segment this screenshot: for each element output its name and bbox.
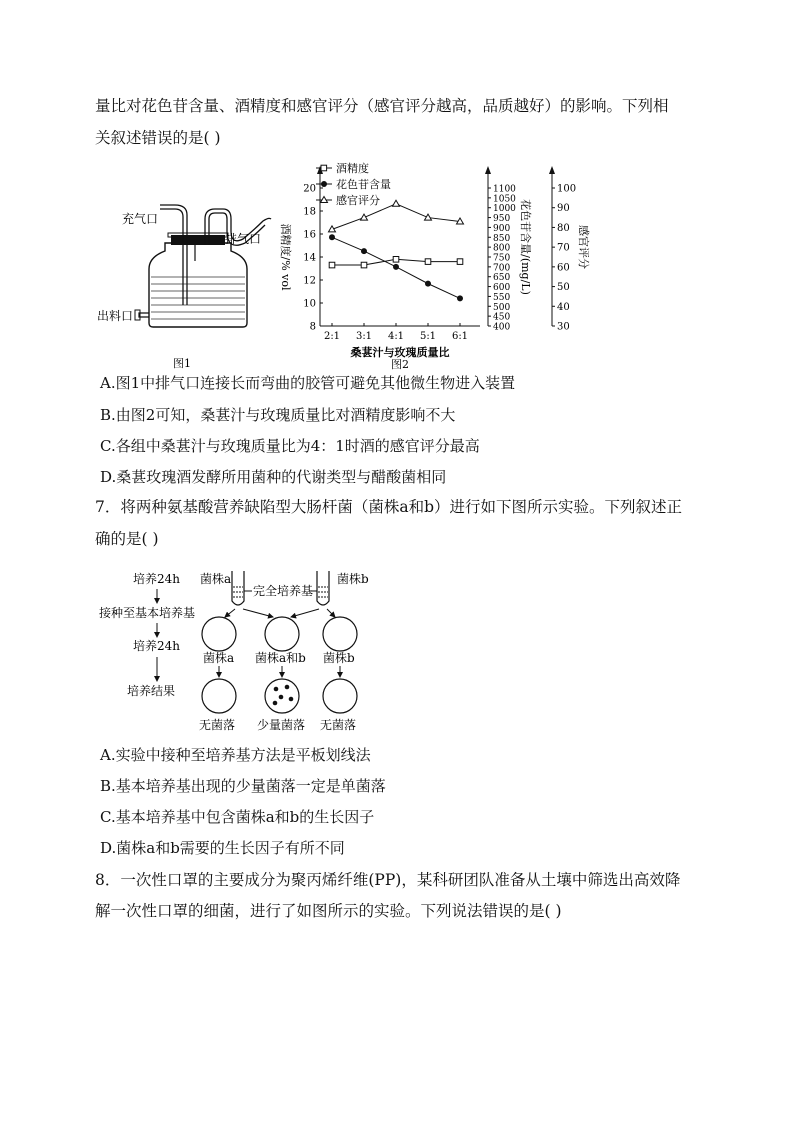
- point-alcohol: [329, 262, 335, 268]
- y-tick-label-right-1: 650: [493, 273, 511, 284]
- q6-option-d: D.桑葚玫瑰酒发酵所用菌种的代谢类型与醋酸菌相同: [100, 468, 447, 486]
- x-tick-label: 5:1: [419, 331, 437, 342]
- q6-option-c: C.各组中桑葚汁与玫瑰质量比为4：1时酒的感官评分最高: [100, 437, 480, 455]
- plate-a-label: 菌株a: [203, 651, 235, 665]
- q7-experiment-diagram: [95, 565, 415, 740]
- q6-option-a: A.图1中排气口连接长而弯曲的胶管可避免其他微生物进入装置: [100, 374, 516, 392]
- strain-a-label: 菌株a: [200, 572, 232, 586]
- point-alcohol: [425, 259, 431, 265]
- label-outlet: 排气口: [225, 232, 262, 246]
- medium-label: 完全培养基: [253, 584, 314, 598]
- y-tick-label-left: 8: [309, 321, 316, 333]
- q7-stem-line1: 7．将两种氨基酸营养缺陷型大肠杆菌（菌株a和b）进行如下图所示实验。下列叙述正: [95, 498, 683, 516]
- point-sensory: [361, 214, 368, 220]
- label-inlet: 充气口: [122, 212, 159, 226]
- y-tick-label-left: 14: [303, 252, 316, 264]
- point-anthocyanin: [329, 234, 335, 240]
- x-tick-label: 6:1: [451, 331, 469, 342]
- y-axis-label-right-1: 花色苷含量/(mg/L): [519, 199, 532, 295]
- legend-label-2: 感官评分: [336, 194, 380, 207]
- y-tick-label-right-1: 1050: [493, 194, 516, 205]
- y-tick-label-right-2: 90: [557, 203, 570, 215]
- y-tick-label-right-2: 30: [557, 321, 570, 333]
- y-tick-label-right-1: 550: [493, 292, 511, 303]
- y-tick-label-left: 20: [303, 183, 316, 195]
- legend-marker-anthocyanin: [321, 181, 327, 187]
- result-a-label: 无菌落: [199, 718, 236, 732]
- y-tick-label-right-1: 850: [493, 233, 511, 244]
- strain-b-label: 菌株b: [337, 572, 369, 586]
- q8-stem-line1: 8．一次性口罩的主要成分为聚丙烯纤维(PP)，某科研团队准备从土壤中筛选出高效降: [95, 871, 681, 889]
- legend-label-0: 酒精度: [336, 162, 369, 175]
- q7-option-b: B.基本培养基出现的少量菌落一定是单菌落: [100, 777, 386, 795]
- y-tick-label-right-1: 450: [493, 312, 511, 323]
- q8-stem-line2: 解一次性口罩的细菌，进行了如图所示的实验。下列说法错误的是( ): [95, 902, 562, 920]
- point-anthocyanin: [425, 281, 431, 287]
- y-tick-label-right-1: 700: [493, 263, 511, 274]
- point-sensory: [393, 200, 400, 206]
- legend-marker-alcohol: [321, 165, 327, 171]
- plate-b-label: 菌株b: [323, 651, 355, 665]
- point-anthocyanin: [457, 295, 463, 301]
- q7-option-a: A.实验中接种至培养基方法是平板划线法: [100, 746, 371, 764]
- plate-ab-label: 菌株a和b: [255, 651, 306, 665]
- y-axis-label-left: 酒精度/% vol: [279, 223, 292, 291]
- point-anthocyanin: [393, 264, 399, 270]
- step-culture-24h-2: 培养24h: [133, 639, 180, 653]
- series-line-2: [332, 204, 460, 230]
- y-tick-label-right-1: 600: [493, 283, 511, 294]
- y-tick-label-right-1: 1000: [493, 204, 516, 215]
- figure1-caption: 图1: [173, 357, 191, 370]
- q7-stem-line2: 确的是( ): [95, 530, 159, 548]
- point-alcohol: [457, 259, 463, 265]
- step-inoculate: 接种至基本培养基: [99, 606, 196, 620]
- q6-stem-line2: 关叙述错误的是( ): [95, 129, 221, 147]
- figure2-caption: 图2: [391, 358, 409, 371]
- x-axis-label: 桑葚汁与玫瑰质量比: [350, 346, 450, 359]
- y-tick-label-right-1: 1100: [493, 184, 516, 195]
- y-tick-label-right-2: 70: [557, 242, 570, 254]
- point-anthocyanin: [361, 248, 367, 254]
- step-result: 培养结果: [127, 684, 176, 698]
- result-ab-label: 少量菌落: [257, 718, 306, 732]
- colonies: [273, 685, 294, 706]
- step-culture-24h-1: 培养24h: [133, 572, 180, 586]
- result-b-label: 无菌落: [320, 718, 357, 732]
- y-tick-label-right-1: 950: [493, 214, 511, 225]
- point-sensory: [425, 214, 432, 220]
- y-tick-label-left: 10: [303, 298, 316, 310]
- y-tick-label-right-1: 400: [493, 322, 511, 333]
- y-axis-arrow-2: [549, 166, 555, 174]
- y-tick-label-left: 16: [303, 229, 316, 241]
- label-discharge: 出料口: [97, 309, 134, 323]
- x-tick-label: 2:1: [323, 331, 341, 342]
- y-tick-label-left: 12: [303, 275, 316, 287]
- point-alcohol: [393, 257, 399, 263]
- y-tick-label-right-1: 800: [493, 243, 511, 254]
- y-tick-label-right-2: 40: [557, 301, 570, 313]
- y-tick-label-right-2: 80: [557, 222, 570, 234]
- y-axis-label-right-2: 感官评分: [577, 225, 590, 269]
- point-alcohol: [361, 262, 367, 268]
- q6-option-b: B.由图2可知，桑葚汁与玫瑰质量比对酒精度影响不大: [100, 406, 456, 424]
- y-tick-label-right-1: 750: [493, 253, 511, 264]
- figure1-fermentation-bottle: [95, 165, 275, 375]
- y-axis-arrow-1: [485, 166, 491, 174]
- legend-label-1: 花色苷含量: [336, 178, 391, 191]
- x-tick-label: 3:1: [355, 331, 373, 342]
- y-tick-label-right-1: 500: [493, 302, 511, 313]
- y-tick-label-right-1: 900: [493, 223, 511, 234]
- y-tick-label-left: 18: [303, 206, 316, 218]
- y-tick-label-right-2: 100: [557, 183, 577, 195]
- y-tick-label-right-2: 50: [557, 282, 570, 294]
- figure2-chart: [270, 160, 590, 375]
- y-tick-label-right-2: 60: [557, 262, 570, 274]
- q7-option-d: D.菌株a和b需要的生长因子有所不同: [100, 839, 345, 857]
- x-tick-label: 4:1: [387, 331, 405, 342]
- q6-stem-line1: 量比对花色苷含量、酒精度和感官评分（感官评分越高，品质越好）的影响。下列相: [95, 97, 669, 115]
- q7-option-c: C.基本培养基中包含菌株a和b的生长因子: [100, 808, 375, 826]
